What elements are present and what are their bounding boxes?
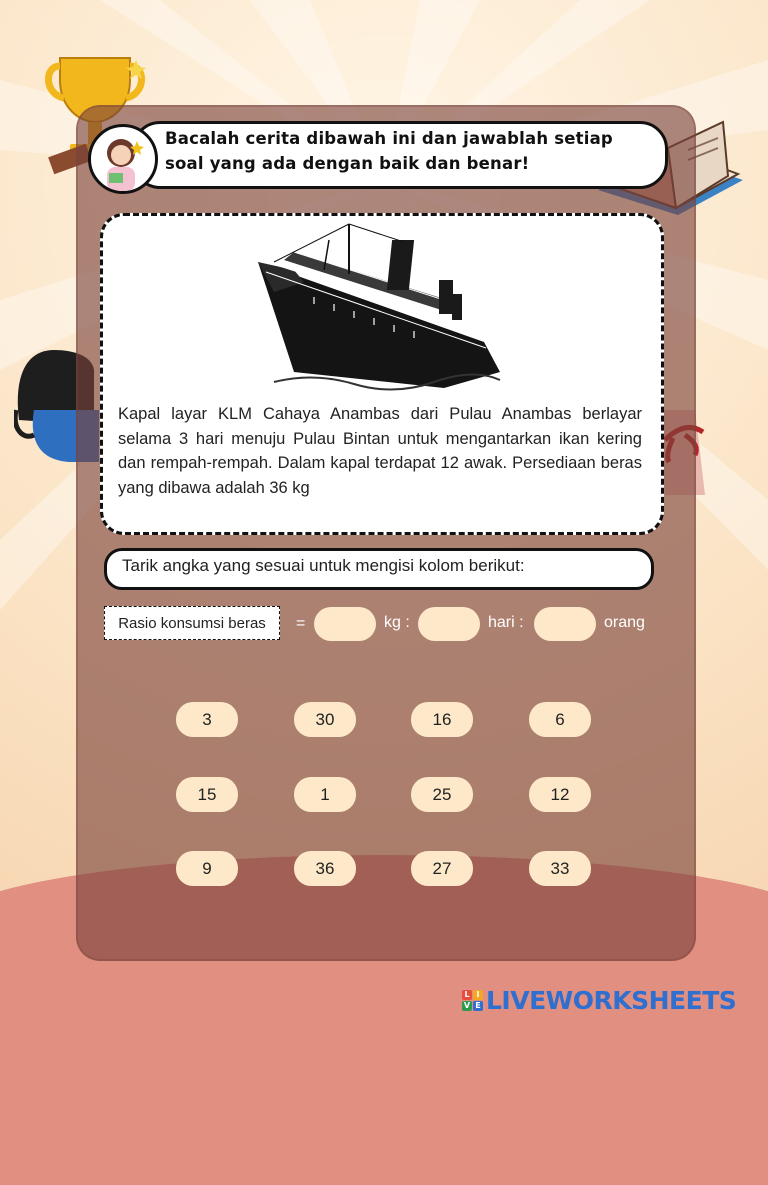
number-chip[interactable]: 12 — [529, 777, 591, 812]
ship-illustration — [254, 222, 506, 392]
equals-sign: = — [296, 615, 306, 632]
number-chip[interactable]: 16 — [411, 702, 473, 737]
logo-block-v: V — [463, 1001, 471, 1010]
number-chip[interactable]: 33 — [529, 851, 591, 886]
number-chip[interactable]: 6 — [529, 702, 591, 737]
number-chip[interactable]: 27 — [411, 851, 473, 886]
answer-slot-hari[interactable] — [418, 607, 480, 641]
banner-line-2: soal yang ada dengan baik dan benar! — [165, 154, 530, 173]
instruction-banner-text — [165, 126, 635, 176]
student-icon — [91, 127, 155, 191]
banner-line-1: Bacalah cerita dibawah ini dan jawablah setiap — [165, 129, 613, 148]
unit-hari: hari : — [488, 614, 524, 631]
ratio-label: Rasio konsumsi beras — [104, 606, 280, 640]
answer-slot-orang[interactable] — [534, 607, 596, 641]
number-chip[interactable]: 36 — [294, 851, 356, 886]
number-chip[interactable]: 30 — [294, 702, 356, 737]
logo-block-l: L — [462, 990, 472, 1000]
story-text: Kapal layar KLM Cahaya Anambas dari Pulau Anambas berlayar selama 3 hari menuju Pulau Bintan untuk mengantarkan ikan kering dan rempah-rempah. Dalam kapal terdapat 12 awak. Persediaan beras yang dibawa adalah 36 kg — [118, 405, 642, 497]
logo-blocks-icon — [462, 990, 483, 1011]
unit-kg: kg : — [384, 614, 410, 631]
logo-block-e: E — [473, 1001, 483, 1011]
number-chip[interactable]: 25 — [411, 777, 473, 812]
drag-instruction-text: Tarik angka yang sesuai untuk mengisi kolom berikut: — [122, 556, 525, 575]
number-chip[interactable]: 15 — [176, 777, 238, 812]
unit-orang: orang — [604, 614, 645, 631]
liveworksheets-logo[interactable] — [462, 985, 736, 1015]
answer-slot-kg[interactable] — [314, 607, 376, 641]
number-chip[interactable]: 9 — [176, 851, 238, 886]
number-chip[interactable]: 1 — [294, 777, 356, 812]
logo-block-i: I — [473, 990, 483, 1000]
number-chip[interactable]: 3 — [176, 702, 238, 737]
student-avatar — [88, 124, 158, 194]
logo-text: LIVEWORKSHEETS — [486, 985, 737, 1015]
